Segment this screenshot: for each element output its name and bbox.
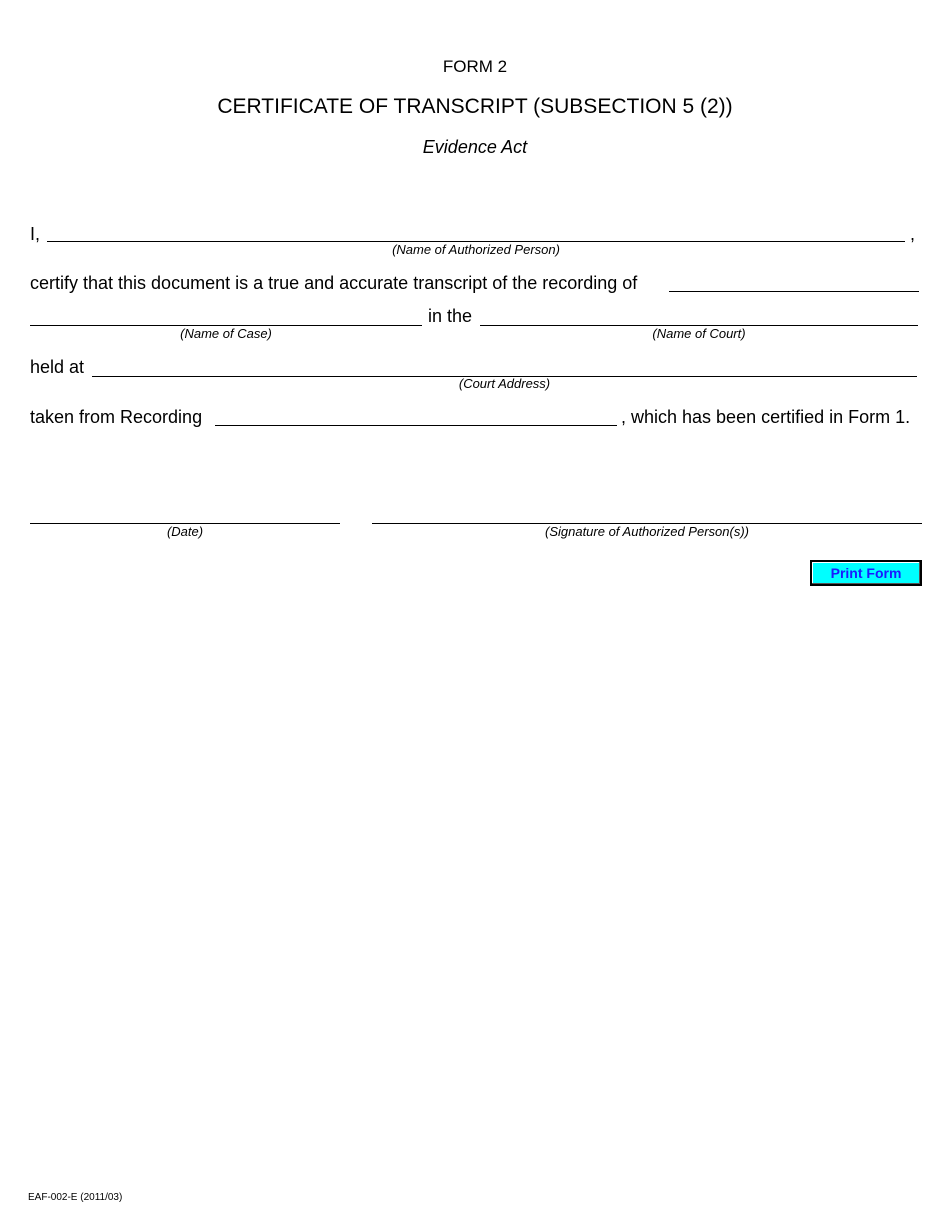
date-caption: (Date) [166, 524, 204, 539]
form-title: CERTIFICATE OF TRANSCRIPT (SUBSECTION 5 (2)) [217, 95, 733, 118]
court-address-field[interactable] [92, 359, 917, 377]
signature-field[interactable] [372, 506, 922, 524]
certified-in-form-text: , which has been certified in Form 1. [621, 407, 911, 427]
recording-of-field[interactable] [669, 274, 919, 292]
date-field[interactable] [30, 506, 340, 524]
case-name-field[interactable] [30, 308, 422, 326]
form-code: EAF-002-E (2011/03) [28, 1192, 123, 1203]
form-number: FORM 2 [442, 57, 508, 76]
in-the-text: in the [428, 306, 473, 326]
authorized-person-field[interactable] [47, 224, 905, 242]
line1-suffix: , [910, 224, 916, 244]
taken-from-text: taken from Recording [30, 407, 203, 427]
signature-caption: (Signature of Authorized Person(s)) [544, 524, 749, 539]
certify-statement: certify that this document is a true and accurate transcript of the recording of [30, 273, 638, 293]
print-form-button[interactable]: Print Form [810, 560, 922, 586]
held-at-text: held at [30, 357, 85, 377]
recording-field[interactable] [215, 408, 617, 426]
court-address-caption: (Court Address) [458, 376, 551, 391]
form-act-name: Evidence Act [422, 137, 528, 157]
court-caption: (Name of Court) [652, 326, 746, 341]
authorized-person-caption: (Name of Authorized Person) [392, 242, 560, 257]
court-name-field[interactable] [480, 308, 918, 326]
case-caption: (Name of Case) [180, 326, 272, 341]
line1-prefix: I, [30, 224, 41, 244]
